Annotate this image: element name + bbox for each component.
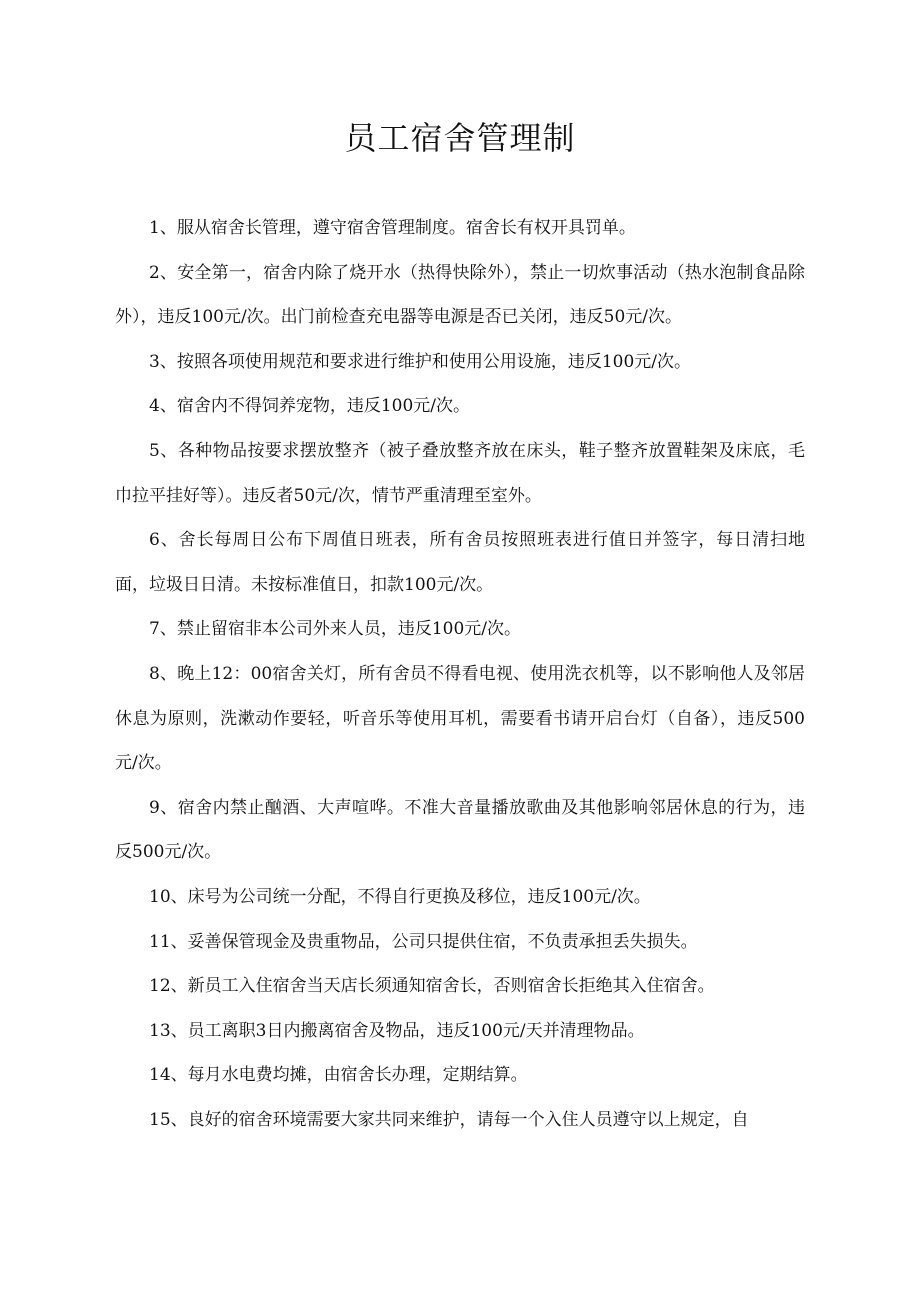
rule-item: 11、妥善保管现金及贵重物品，公司只提供住宿，不负责承担丢失损失。 (149, 931, 698, 952)
rule-item: 10、床号为公司统一分配，不得自行更换及移位，违反100元/次。 (149, 886, 651, 907)
rule-item: 13、员工离职3日内搬离宿舍及物品，违反100元/天并清理物品。 (149, 1020, 645, 1041)
rule-item: 1、服从宿舍长管理，遵守宿舍管理制度。宿舍长有权开具罚单。 (149, 218, 636, 238)
rule-item: 7、禁止留宿非本公司外来人员，违反100元/次。 (149, 619, 521, 640)
rule-item: 4、宿舍内不得饲养宠物，违反100元/次。 (149, 396, 470, 417)
rule-item: 15、良好的宿舍环境需要大家共同来维护，请每一个入住人员遵守以上规定，自 (149, 1109, 749, 1130)
rule-item: 5、各种物品按要求摆放整齐（被子叠放整齐放在床头，鞋子整齐放置鞋架及床底，毛巾拉平挂好等）。违反者50元/次，情节严重清理至室外。 (115, 440, 805, 506)
rule-item: 8、晚上12：00宿舍关灯，所有舍员不得看电视、使用洗衣机等，以不影响他人及邻居休息为原则，洗漱动作要轻，听音乐等使用耳机，需要看书请开启台灯（自备），违反500元/次。 (115, 663, 805, 774)
rule-item: 14、每月水电费均摊，由宿舍长办理，定期结算。 (149, 1065, 528, 1086)
rule-item: 9、宿舍内禁止酗酒、大声喧哗。不准大音量播放歌曲及其他影响邻居休息的行为，违反500元/次。 (115, 797, 805, 863)
rule-item: 6、舍长每周日公布下周值日班表，所有舍员按照班表进行值日并签字，每日清扫地面，垃圾日日清。未按标准值日，扣款100元/次。 (115, 530, 805, 595)
rules-list (115, 206, 805, 1142)
rule-item: 2、安全第一，宿舍内除了烧开水（热得快除外），禁止一切炊事活动（热水泡制食品除外），违反100元/次。出门前检查充电器等电源是否已关闭，违反50元/次。 (115, 262, 805, 328)
rule-item: 12、新员工入住宿舍当天店长须通知宿舍长，否则宿舍长拒绝其入住宿舍。 (149, 976, 715, 997)
rule-item: 3、按照各项使用规范和要求进行维护和使用公用设施，违反100元/次。 (149, 351, 691, 372)
document-title: 员工宿舍管理制 (344, 119, 576, 157)
